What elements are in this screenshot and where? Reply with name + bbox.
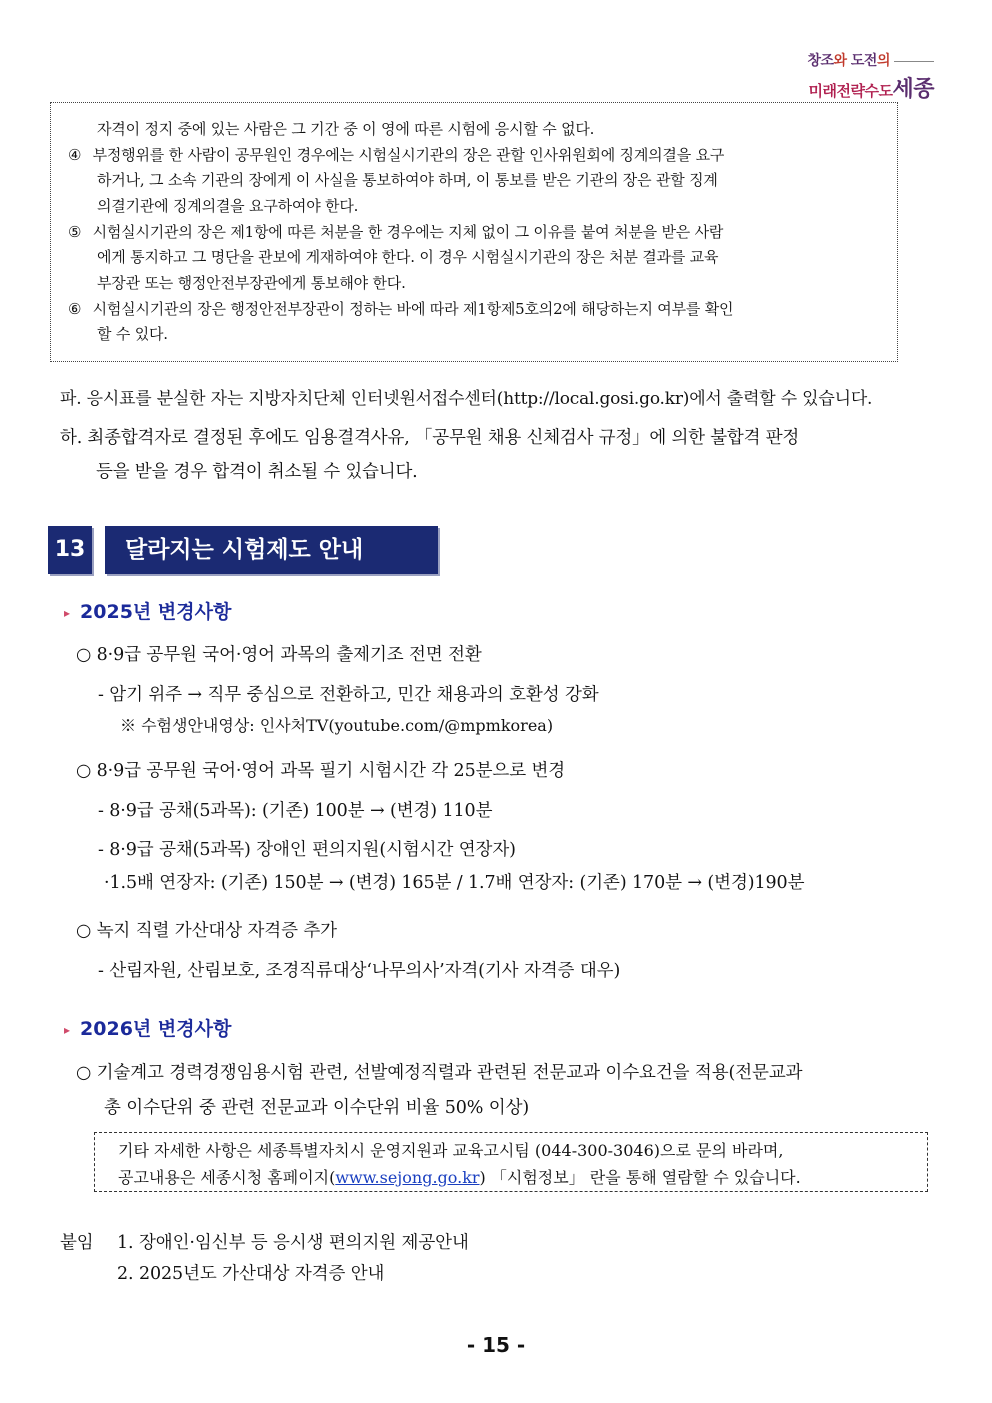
bullet-2025-1: ○ 8·9급 공무원 국어·영어 과목의 출제기조 전면 전환 (76, 645, 482, 665)
notice-text: 공고내용은 세종시청 홈페이지( (118, 1168, 336, 1187)
logo-text: 미래전략수도 (808, 82, 893, 100)
detail-2025-3-1: - 산림자원, 산림보호, 조경직류대상‘나무의사’자격(기사 자격증 대우) (98, 961, 621, 981)
subheading-text: 2025년 변경사항 (80, 601, 232, 623)
law-line-text: 시험실시기관의 장은 제1항에 따른 처분을 한 경우에는 지체 없이 그 이유를 붙여 처분을 받은 사람 (92, 223, 724, 241)
law-line: 의결기관에 징계의결을 요구하여야 한다. (97, 197, 359, 215)
bullet-2026-1-line1: ○ 기술계고 경력경쟁임용시험 관련, 선발예정직렬과 관련된 전문교과 이수요건을 적용(전문교과 (76, 1063, 803, 1083)
bullet-2025-3: ○ 녹지 직렬 가산대상 자격증 추가 (76, 921, 337, 941)
section-number: 13 (48, 526, 92, 574)
detail-2025-2-1: - 8·9급 공채(5과목): (기존) 100분 → (변경) 110분 (98, 801, 493, 821)
detail-2025-2-2: - 8·9급 공채(5과목) 장애인 편의지원(시험시간 연장자) (98, 840, 516, 860)
logo-slogan (774, 50, 934, 70)
subheading-2025 (64, 597, 231, 624)
clause-marker: ⑥ (68, 300, 82, 318)
logo-text: 세종 (892, 77, 934, 102)
note-2025-1: ※ 수험생안내영상: 인사처TV(youtube.com/@mpmkorea) (120, 716, 554, 735)
logo-text: 도전 (850, 53, 877, 69)
law-line (68, 143, 724, 169)
logo-text: 창조 (807, 53, 834, 69)
law-line: 할 수 있다. (97, 325, 168, 343)
law-line: 자격이 정지 중에 있는 사람은 그 기간 중 이 영에 따른 시험에 응시할 수 없다. (97, 120, 595, 138)
subheading-2026 (64, 1014, 231, 1041)
clause-marker: ⑤ (68, 223, 82, 241)
item-pa: 파. 응시표를 분실한 자는 지방자치단체 인터넷원서접수센터(http://local.gosi.go.kr)에서 출력할 수 있습니다. (60, 389, 873, 409)
logo-city (774, 72, 934, 103)
attachment-1: 1. 장애인·임신부 등 응시생 편의지원 제공안내 (117, 1233, 469, 1253)
attachment-2: 2. 2025년도 가산대상 자격증 안내 (117, 1264, 385, 1284)
triangle-bullet-icon: ▸ (64, 1022, 71, 1037)
notice-line1: 기타 자세한 사항은 세종특별자치시 운영지원과 교육고시팀 (044-300-3046)으로 문의 바라며, (118, 1141, 784, 1160)
logo-text: 와 (833, 53, 851, 69)
detail-2025-1-1: - 암기 위주 → 직무 중심으로 전환하고, 민간 채용과의 호환성 강화 (98, 685, 599, 705)
item-ha-line2: 등을 받을 경우 합격이 취소될 수 있습니다. (96, 462, 418, 482)
law-line: 하거나, 그 소속 기관의 장에게 이 사실을 통보하여야 하며, 이 통보를 받은 기관의 장은 관할 징계 (97, 171, 718, 189)
law-line: 에게 통지하고 그 명단을 관보에 게재하여야 한다. 이 경우 시험실시기관의 장은 처분 결과를 교육 (97, 248, 719, 266)
notice-text: ) 「시험정보」 란을 통해 열람할 수 있습니다. (479, 1168, 801, 1187)
triangle-bullet-icon: ▸ (64, 605, 71, 620)
item-ha-line1: 하. 최종합격자로 결정된 후에도 임용결격사유, 「공무원 채용 신체검사 규정」에 의한 불합격 판정 (60, 428, 800, 448)
homepage-link[interactable]: www.sejong.go.kr (335, 1168, 480, 1187)
bullet-2026-1-line2: 총 이수단위 중 관련 전문교과 이수단위 비율 50% 이상) (104, 1098, 530, 1118)
section-title: 달라지는 시험제도 안내 (105, 526, 438, 574)
law-line-text: 시험실시기관의 장은 행정안전부장관이 정하는 바에 따라 제1항제5호의2에 해당하는지 여부를 확인 (92, 300, 734, 318)
law-line (68, 220, 723, 246)
sejong-logo (774, 50, 934, 103)
law-line-text: 부정행위를 한 사람이 공무원인 경우에는 시험실시기관의 장은 관할 인사위원회에 징계의결을 요구 (92, 146, 725, 164)
law-line (68, 297, 733, 323)
bullet-2025-2: ○ 8·9급 공무원 국어·영어 과목 필기 시험시간 각 25분으로 변경 (76, 761, 566, 781)
clause-marker: ④ (68, 146, 82, 164)
detail-2025-2-3: ·1.5배 연장자: (기존) 150분 → (변경) 165분 / 1.7배 연장자: (기존) 170분 → (변경)190분 (104, 873, 805, 893)
attachments-label: 붙임 (60, 1233, 94, 1253)
page-number: - 15 - (466, 1333, 526, 1357)
law-line: 부장관 또는 행정안전부장관에게 통보해야 한다. (97, 274, 406, 292)
subheading-text: 2026년 변경사항 (80, 1018, 232, 1040)
notice-line2 (118, 1165, 801, 1188)
logo-divider (894, 61, 934, 62)
logo-text: 의 (876, 53, 890, 69)
